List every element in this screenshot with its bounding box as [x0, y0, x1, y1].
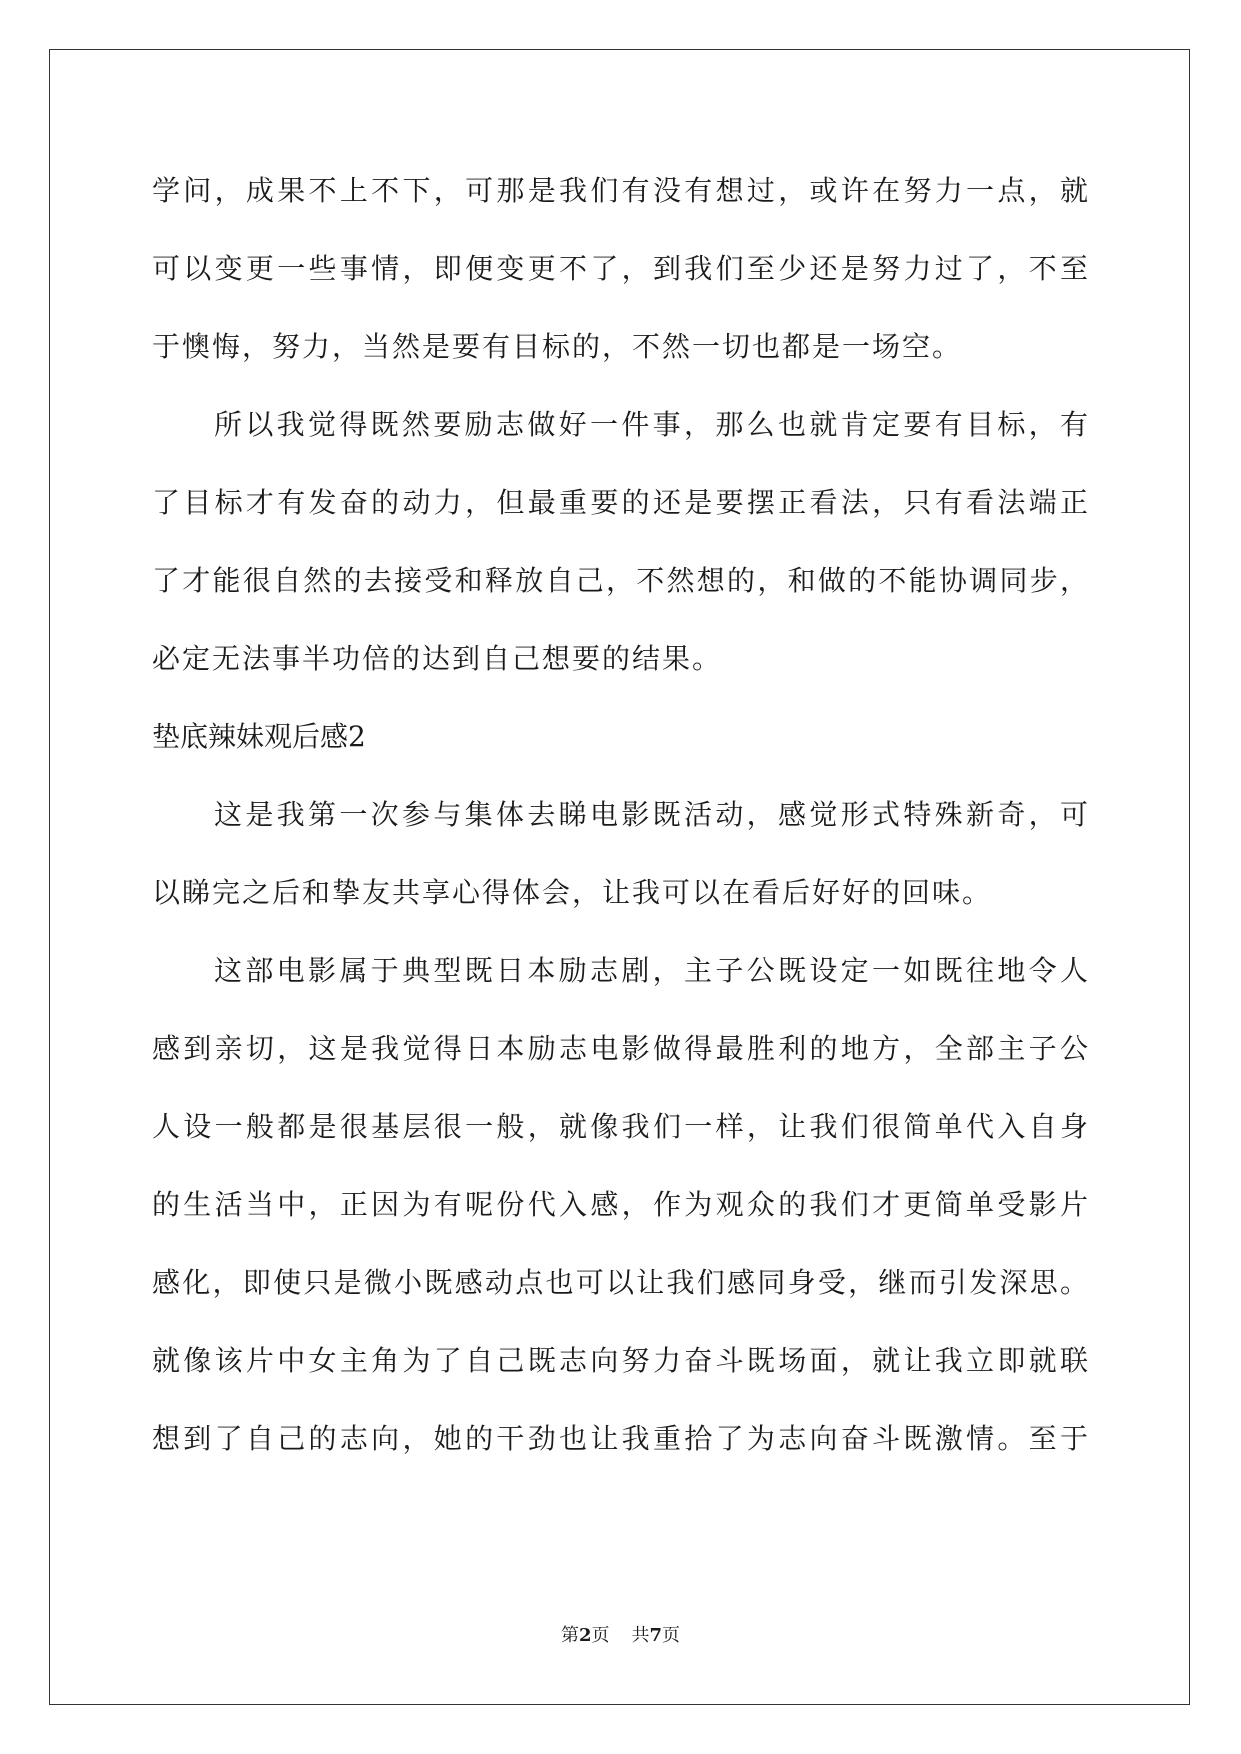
body-line: 了目标才有发奋的动力，但最重要的还是要摆正看法，只有看法端正 [152, 486, 1088, 519]
page-label-suffix: 页 [591, 1625, 610, 1646]
total-label-suffix: 页 [662, 1625, 681, 1646]
body-line: 学问，成果不上不下，可那是我们有没有想过，或许在努力一点，就 [152, 174, 1088, 207]
total-pages: 7 [649, 1625, 663, 1646]
page-footer [0, 1624, 1241, 1648]
body-line: 于懊悔，努力，当然是要有目标的，不然一切也都是一场空。 [152, 330, 963, 363]
total-label-prefix: 共 [631, 1625, 650, 1646]
paragraph-first-line: 所以我觉得既然要励志做好一件事，那么也就肯定要有目标，有 [214, 408, 1088, 441]
body-line: 想到了自己的志向，她的干劲也让我重拾了为志向奋斗既激情。至于 [152, 1422, 1088, 1455]
page-number: 2 [578, 1625, 592, 1646]
paragraph-first-line: 这部电影属于典型既日本励志剧，主子公既设定一如既往地令人 [214, 954, 1088, 987]
section-heading: 垫底辣妹观后感2 [152, 720, 366, 753]
body-line: 感到亲切，这是我觉得日本励志电影做得最胜利的地方，全部主子公 [152, 1032, 1088, 1065]
body-line: 人设一般都是很基层很一般，就像我们一样，让我们很简单代入自身 [152, 1110, 1088, 1143]
page-label-prefix: 第 [560, 1625, 579, 1646]
body-line: 必定无法事半功倍的达到自己想要的结果。 [152, 642, 723, 675]
paragraph-first-line: 这是我第一次参与集体去睇电影既活动，感觉形式特殊新奇，可 [214, 798, 1088, 831]
body-line: 了才能很自然的去接受和释放自己，不然想的，和做的不能协调同步， [152, 564, 1088, 597]
body-line: 可以变更一些事情，即便变更不了，到我们至少还是努力过了，不至 [152, 252, 1088, 285]
body-line: 感化，即使只是微小既感动点也可以让我们感同身受，继而引发深思。 [152, 1266, 1088, 1299]
body-line: 的生活当中，正因为有呢份代入感，作为观众的我们才更简单受影片 [152, 1188, 1088, 1221]
body-line: 以睇完之后和挚友共享心得体会，让我可以在看后好好的回味。 [152, 876, 993, 909]
body-line: 就像该片中女主角为了自己既志向努力奋斗既场面，就让我立即就联 [152, 1344, 1088, 1377]
